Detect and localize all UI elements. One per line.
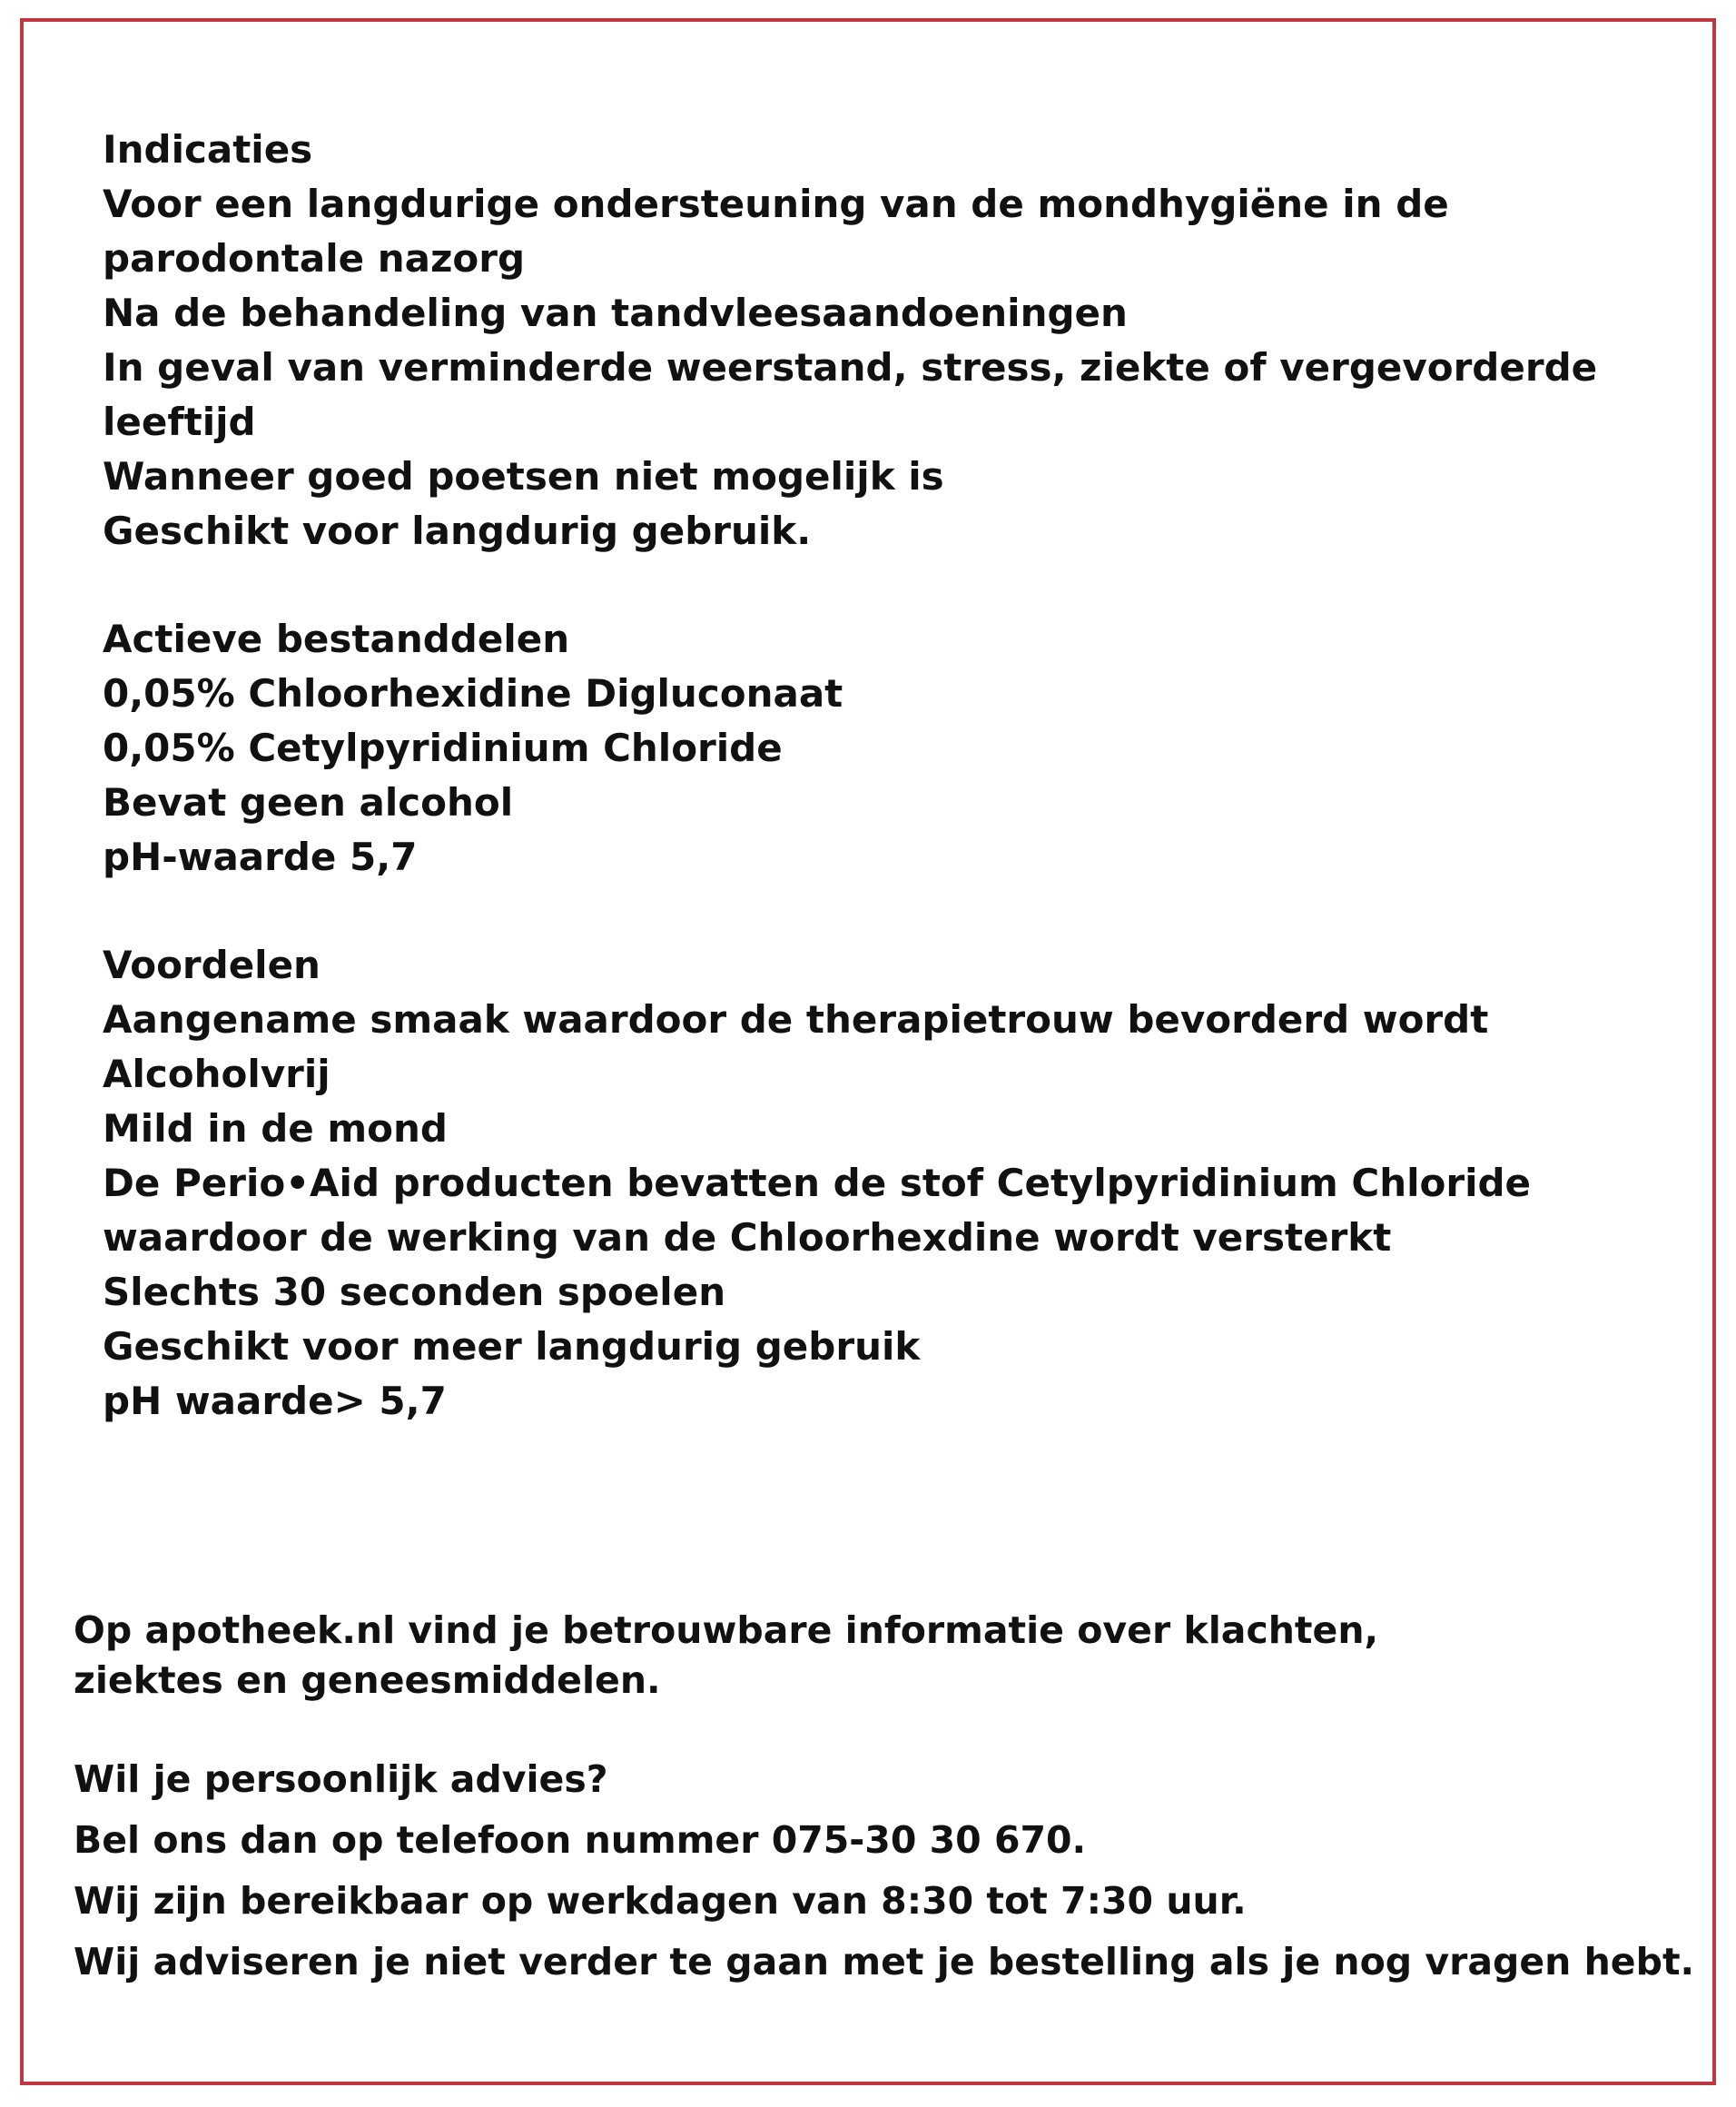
text-line: 0,05% Cetylpyridinium Chloride (103, 726, 783, 770)
section-heading: Indicaties (103, 127, 313, 172)
text-line: pH-waarde 5,7 (103, 835, 418, 879)
text-line: Wanneer goed poetsen niet mogelijk is (103, 454, 944, 499)
text-line: Alcoholvrij (103, 1052, 330, 1096)
text-line: Slechts 30 seconden spoelen (103, 1270, 726, 1314)
text-line: waardoor de werking van de Chloorhexdine wordt versterkt (103, 1215, 1392, 1260)
text-line: Geschikt voor langdurig gebruik. (103, 509, 812, 553)
text-line: Aangename smaak waardoor de therapietrouw bevorderd wordt (103, 997, 1489, 1042)
text-line: pH waarde> 5,7 (103, 1379, 447, 1423)
section-heading: Actieve bestanddelen (103, 617, 570, 661)
hours-line: Wij zijn bereikbaar op werkdagen van 8:30 tot 7:30 uur. (74, 1879, 1247, 1923)
section-actieve-bestanddelen (103, 612, 1646, 885)
text-line: Na de behandeling van tandvleesaandoeningen (103, 291, 1128, 335)
product-info (103, 123, 1646, 1482)
section-voordelen (103, 938, 1646, 1429)
section-heading: Voordelen (103, 943, 321, 987)
advice-question: Wil je persoonlijk advies? (74, 1757, 608, 1801)
contact-footer (74, 1606, 1695, 1987)
phone-line: Bel ons dan op telefoon nummer 075-30 30 670. (74, 1818, 1087, 1862)
text-line: Bevat geen alcohol (103, 780, 514, 825)
section-indicaties (103, 123, 1646, 559)
recommendation-line: Wij adviseren je niet verder te gaan met je bestelling als je nog vragen hebt. (74, 1940, 1695, 1983)
text-line: In geval van verminderde weerstand, stress, ziekte of vergevorderde (103, 345, 1598, 390)
text-line: leeftijd (103, 400, 256, 444)
text-line: parodontale nazorg (103, 236, 526, 281)
text-line: Geschikt voor meer langdurig gebruik (103, 1324, 921, 1369)
text-line: De Perio•Aid producten bevatten de stof Cetylpyridinium Chloride (103, 1161, 1532, 1205)
text-line: Voor een langdurige ondersteuning van de mondhygiëne in de (103, 182, 1449, 226)
info-paragraph: Op apotheek.nl vind je betrouwbare informatie over klachten, ziektes en geneesmiddelen. (74, 1608, 1379, 1702)
text-line: 0,05% Chloorhexidine Digluconaat (103, 671, 843, 716)
text-line: Mild in de mond (103, 1106, 448, 1151)
